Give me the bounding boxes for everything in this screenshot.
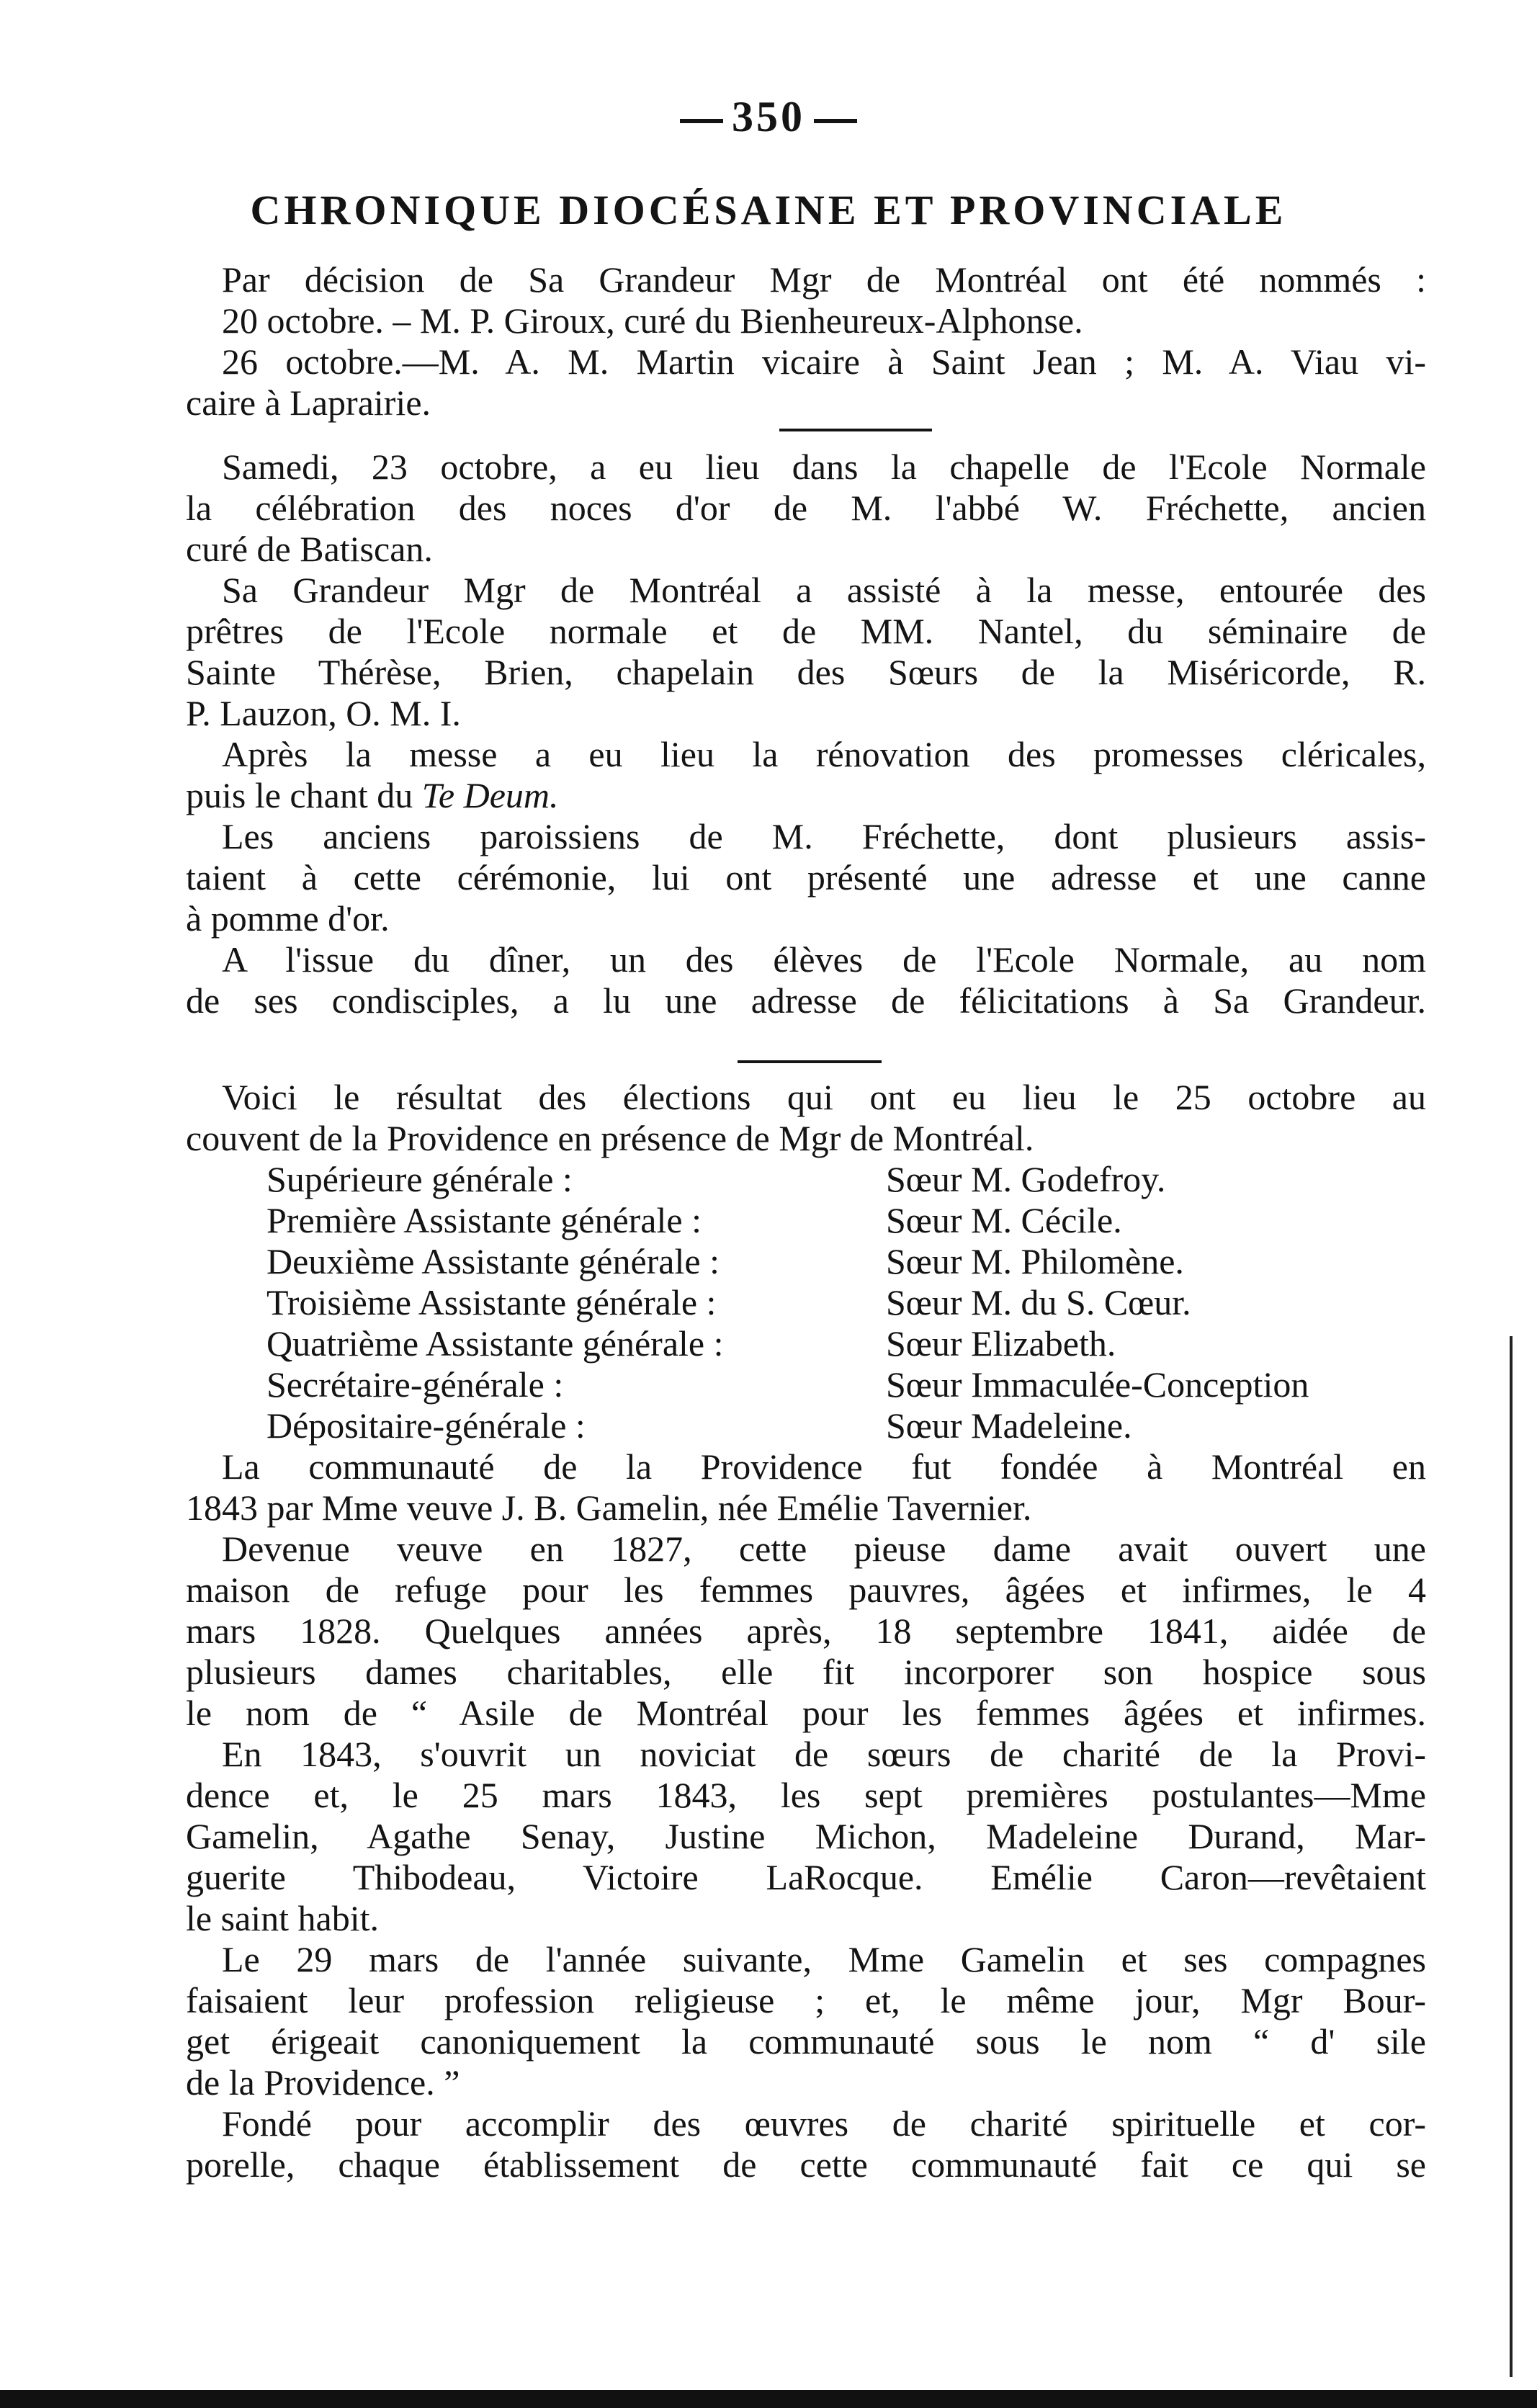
- page-edge-line: [1510, 1336, 1513, 2377]
- text-line: taient à cette cérémonie, lui ont présenté une adresse et une canne: [186, 857, 1426, 898]
- history-block: [186, 1446, 1426, 2185]
- election-row: [266, 1241, 1433, 1282]
- text-line: En 1843, s'ouvrit un noviciat de sœurs de charité de la Provi-: [222, 1734, 1426, 1774]
- election-name: Sœur Immaculée-Conception: [886, 1364, 1309, 1405]
- folio-dash-right: [814, 119, 857, 123]
- text-line: Devenue veuve en 1827, cette pieuse dame avait ouvert une: [222, 1529, 1426, 1569]
- election-name: Sœur Madeleine.: [886, 1405, 1132, 1446]
- scan-bottom-edge: [0, 2390, 1537, 2408]
- text-line: caire à Laprairie.: [186, 382, 431, 423]
- text-line: guerite Thibodeau, Victoire LaRocque. Emélie Caron—revêtaient: [186, 1857, 1426, 1897]
- election-role: Deuxième Assistante générale :: [266, 1241, 720, 1281]
- election-row: [266, 1323, 1433, 1364]
- text-line: Après la messe a eu lieu la rénovation des promesses cléricales,: [222, 734, 1426, 774]
- text-line: dence et, le 25 mars 1843, les sept premières postulantes—Mme: [186, 1775, 1426, 1815]
- text-line: P. Lauzon, O. M. I.: [186, 693, 461, 733]
- election-name: Sœur M. Cécile.: [886, 1200, 1122, 1240]
- separator-rule: [738, 1060, 882, 1063]
- page-number: 350: [732, 93, 805, 140]
- text-line: Voici le résultat des élections qui ont eu lieu le 25 octobre au: [222, 1077, 1426, 1117]
- text-line: Sainte Thérèse, Brien, chapelain des Sœurs de la Miséricorde, R.: [186, 652, 1426, 692]
- text-line: 26 octobre.—M. A. M. Martin vicaire à Saint Jean ; M. A. Viau vi-: [222, 341, 1426, 382]
- election-name: Sœur M. Godefroy.: [886, 1159, 1166, 1199]
- election-role: Troisième Assistante générale :: [266, 1282, 717, 1322]
- text-line: La communauté de la Providence fut fondée à Montréal en: [222, 1446, 1426, 1487]
- text-line: 20 octobre. – M. P. Giroux, curé du Bienheureux-Alphonse.: [222, 300, 1083, 341]
- election-row: [266, 1282, 1433, 1323]
- election-name: Sœur M. Philomène.: [886, 1241, 1184, 1281]
- text-line: mars 1828. Quelques années après, 18 septembre 1841, aidée de: [186, 1611, 1426, 1651]
- election-row: [266, 1405, 1433, 1446]
- election-row: [266, 1200, 1433, 1241]
- folio-dash-left: [680, 119, 723, 123]
- election-row: [266, 1159, 1433, 1200]
- text-line: Gamelin, Agathe Senay, Justine Michon, Madeleine Durand, Mar-: [186, 1816, 1426, 1856]
- text-line: le nom de “ Asile de Montréal pour les femmes âgées et infirmes.: [186, 1693, 1426, 1733]
- text-line: de ses condisciples, a lu une adresse de félicitations à Sa Grandeur.: [186, 980, 1426, 1021]
- text-line: curé de Batiscan.: [186, 529, 433, 569]
- section-heading: CHRONIQUE DIOCÉSAINE ET PROVINCIALE: [250, 187, 1287, 233]
- text-line: Fondé pour accomplir des œuvres de charité spirituelle et cor-: [222, 2103, 1426, 2144]
- text-line: Par décision de Sa Grandeur Mgr de Montréal ont été nommés :: [222, 259, 1426, 300]
- election-role: Supérieure générale :: [266, 1159, 573, 1199]
- page-number-header: [0, 92, 1537, 142]
- text-line: porelle, chaque établissement de cette communauté fait ce qui se: [186, 2144, 1426, 2185]
- text-line: de la Providence. ”: [186, 2062, 460, 2103]
- text-line: plusieurs dames charitables, elle fit incorporer son hospice sous: [186, 1652, 1426, 1692]
- text-line: couvent de la Providence en présence de Mgr de Montréal.: [186, 1118, 1034, 1158]
- election-role: Quatrième Assistante générale :: [266, 1323, 724, 1364]
- jubilee-block: [186, 447, 1426, 1021]
- italic-title: Te Deum.: [421, 775, 559, 815]
- text-line: prêtres de l'Ecole normale et de MM. Nantel, du séminaire de: [186, 611, 1426, 651]
- text-line: à pomme d'or.: [186, 898, 390, 939]
- election-role: Secrétaire-générale :: [266, 1364, 564, 1405]
- nominations-block: [186, 259, 1426, 424]
- text-line: la célébration des noces d'or de M. l'abbé W. Fréchette, ancien: [186, 488, 1426, 528]
- text-line: faisaient leur profession religieuse ; et, le même jour, Mgr Bour-: [186, 1980, 1426, 2020]
- election-name: Sœur Elizabeth.: [886, 1323, 1116, 1364]
- text-line: Samedi, 23 octobre, a eu lieu dans la chapelle de l'Ecole Normale: [222, 447, 1426, 487]
- text-line: [186, 775, 1426, 816]
- elections-intro: [186, 1077, 1426, 1159]
- election-role: Dépositaire-générale :: [266, 1405, 586, 1446]
- election-row: [266, 1364, 1433, 1405]
- separator-rule: [779, 429, 932, 431]
- text-segment: puis le chant du: [186, 775, 413, 815]
- election-name: Sœur M. du S. Cœur.: [886, 1282, 1191, 1322]
- text-line: maison de refuge pour les femmes pauvres, âgées et infirmes, le 4: [186, 1570, 1426, 1610]
- election-role: Première Assistante générale :: [266, 1200, 702, 1240]
- text-line: get érigeait canoniquement la communauté sous le nom “ d' sile: [186, 2021, 1426, 2062]
- text-line: Sa Grandeur Mgr de Montréal a assisté à la messe, entourée des: [222, 570, 1426, 610]
- text-line: 1843 par Mme veuve J. B. Gamelin, née Emélie Tavernier.: [186, 1487, 1032, 1528]
- text-line: Le 29 mars de l'année suivante, Mme Gamelin et ses compagnes: [222, 1939, 1426, 1979]
- text-line: Les anciens paroissiens de M. Fréchette, dont plusieurs assis-: [222, 816, 1426, 856]
- elections-list: [266, 1159, 1433, 1446]
- text-line: le saint habit.: [186, 1898, 379, 1938]
- text-line: A l'issue du dîner, un des élèves de l'Ecole Normale, au nom: [222, 939, 1426, 980]
